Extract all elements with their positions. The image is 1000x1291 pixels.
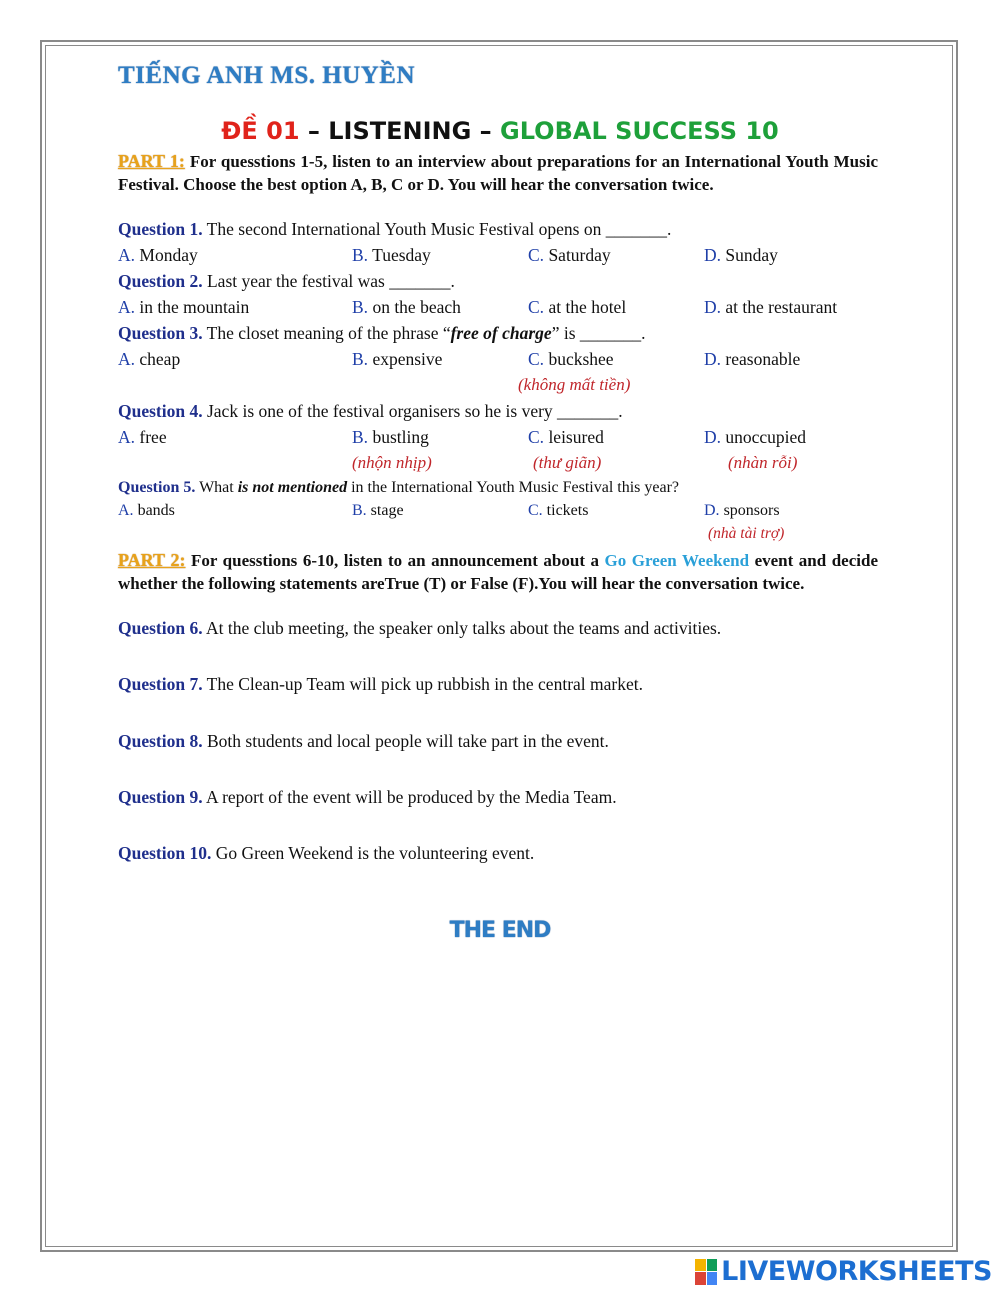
option-letter: D.	[704, 245, 722, 265]
part1-instruction-text: For quesstions 1-5, listen to an interview about preparations for an International Youth Music Festival. Choose the best option A, B, C or D. You will hear the conversation twice.	[118, 152, 878, 194]
option-text: Sunday	[725, 245, 778, 265]
option-letter: C.	[528, 427, 545, 447]
option-text: tickets	[546, 502, 589, 519]
option-letter: A.	[118, 502, 134, 519]
question-1	[118, 219, 671, 240]
option-letter: A.	[118, 427, 136, 447]
question-8	[118, 731, 609, 752]
question-text: Both students and local people will take part in the event.	[206, 731, 609, 751]
q2-option-b[interactable]	[352, 297, 461, 318]
question-text-before: What	[199, 479, 238, 496]
q4-option-d[interactable]	[704, 427, 806, 448]
question-3	[118, 323, 646, 344]
q3-option-c[interactable]	[528, 349, 614, 370]
question-5	[118, 479, 679, 497]
question-label: Question 7.	[118, 674, 203, 694]
option-text: Saturday	[548, 245, 611, 265]
q1-option-a[interactable]	[118, 245, 198, 266]
question-label: Question 2.	[118, 271, 203, 291]
translation-note: (không mất tiền)	[518, 375, 631, 394]
question-6	[118, 618, 721, 639]
option-text: free	[139, 427, 167, 447]
q1-option-b[interactable]	[352, 245, 431, 266]
option-letter: B.	[352, 349, 369, 369]
translation-note: (nhàn rỗi)	[728, 453, 798, 472]
q2-option-a[interactable]	[118, 297, 249, 318]
question-text: The second International Youth Music Festival opens on _______.	[206, 219, 672, 239]
option-letter: D.	[704, 502, 720, 519]
option-text: bustling	[372, 427, 429, 447]
option-text: expensive	[372, 349, 443, 369]
question-text: The Clean-up Team will pick up rubbish in the central market.	[206, 674, 643, 694]
translation-note: (nhà tài trợ)	[708, 525, 785, 542]
option-letter: B.	[352, 245, 369, 265]
part1-label: PART 1:	[118, 151, 185, 171]
liveworksheets-logo-text: LIVEWORKSHEETS	[721, 1256, 992, 1287]
question-label: Question 3.	[118, 323, 203, 343]
option-text: reasonable	[725, 349, 801, 369]
the-end-text: THE END	[449, 918, 551, 943]
question-emphasis: is not mentioned	[237, 479, 348, 496]
question-2	[118, 271, 455, 292]
option-letter: C.	[528, 297, 545, 317]
event-name: Go Green Weekend	[604, 551, 750, 570]
question-label: Question 10.	[118, 843, 212, 863]
question-label: Question 8.	[118, 731, 203, 751]
liveworksheets-logo-icon	[695, 1259, 717, 1285]
question-4	[118, 401, 623, 422]
option-text: stage	[370, 502, 404, 519]
option-text: cheap	[139, 349, 181, 369]
question-7	[118, 674, 643, 695]
option-text: unoccupied	[725, 427, 807, 447]
q5-option-a[interactable]	[118, 502, 175, 520]
q4-option-a[interactable]	[118, 427, 167, 448]
part1-instruction	[118, 150, 878, 196]
q2-option-d[interactable]	[704, 297, 837, 318]
part2-instruction-after: event and decide whether the following statements areTrue (T) or False (F).You will hear the conversation twice.	[118, 551, 878, 593]
option-letter: B.	[352, 427, 369, 447]
option-letter: A.	[118, 245, 136, 265]
part2-instruction-before: For quesstions 6-10, listen to an announcement about a	[191, 551, 605, 570]
title-listening: – LISTENING –	[299, 117, 501, 145]
worksheet-title	[0, 117, 1000, 145]
option-letter: B.	[352, 502, 367, 519]
option-letter: C.	[528, 349, 545, 369]
translation-note: (thư giãn)	[533, 453, 602, 472]
q2-option-c[interactable]	[528, 297, 626, 318]
option-letter: D.	[704, 427, 722, 447]
liveworksheets-footer[interactable]	[695, 1256, 992, 1287]
question-text: Jack is one of the festival organisers so he is very _______.	[206, 401, 623, 421]
q4-option-b[interactable]	[352, 427, 429, 448]
brand-header: TIẾNG ANH MS. HUYỀN	[118, 62, 416, 89]
question-label: Question 5.	[118, 479, 196, 496]
option-letter: B.	[352, 297, 369, 317]
question-text-after: in the International Youth Music Festival this year?	[347, 479, 680, 496]
question-label: Question 9.	[118, 787, 203, 807]
question-text: Go Green Weekend is the volunteering event.	[215, 843, 535, 863]
question-label: Question 6.	[118, 618, 203, 638]
option-letter: D.	[704, 297, 722, 317]
option-text: Monday	[139, 245, 198, 265]
question-text: A report of the event will be produced by the Media Team.	[206, 787, 617, 807]
question-text: Last year the festival was _______.	[206, 271, 455, 291]
option-text: at the restaurant	[725, 297, 838, 317]
question-label: Question 1.	[118, 219, 203, 239]
option-text: at the hotel	[548, 297, 627, 317]
q5-option-d[interactable]	[704, 502, 780, 520]
option-text: buckshee	[548, 349, 614, 369]
option-text: on the beach	[372, 297, 461, 317]
question-text-before: The closet meaning of the phrase “	[206, 323, 451, 343]
translation-note: (nhộn nhịp)	[352, 453, 432, 472]
option-text: bands	[137, 502, 175, 519]
option-letter: A.	[118, 349, 136, 369]
option-letter: C.	[528, 245, 545, 265]
part2-instruction	[118, 549, 878, 595]
option-text: sponsors	[723, 502, 780, 519]
option-text: leisured	[548, 427, 604, 447]
question-text: At the club meeting, the speaker only talks about the teams and activities.	[206, 618, 722, 638]
q1-option-d[interactable]	[704, 245, 778, 266]
q3-option-d[interactable]	[704, 349, 800, 370]
q5-option-c[interactable]	[528, 502, 588, 520]
q3-option-b[interactable]	[352, 349, 442, 370]
question-text-after: ” is _______.	[551, 323, 646, 343]
q1-option-c[interactable]	[528, 245, 611, 266]
option-text: Tuesday	[372, 245, 431, 265]
option-text: in the mountain	[139, 297, 250, 317]
part2-label: PART 2:	[118, 550, 186, 570]
question-9	[118, 787, 617, 808]
option-letter: C.	[528, 502, 543, 519]
title-course: GLOBAL SUCCESS 10	[500, 117, 779, 145]
question-label: Question 4.	[118, 401, 203, 421]
q3-option-a[interactable]	[118, 349, 180, 370]
option-letter: A.	[118, 297, 136, 317]
q4-option-c[interactable]	[528, 427, 604, 448]
q5-option-b[interactable]	[352, 502, 404, 520]
question-emphasis: free of charge	[450, 323, 552, 343]
question-10	[118, 843, 534, 864]
title-code: ĐỀ 01	[221, 117, 300, 145]
option-letter: D.	[704, 349, 722, 369]
